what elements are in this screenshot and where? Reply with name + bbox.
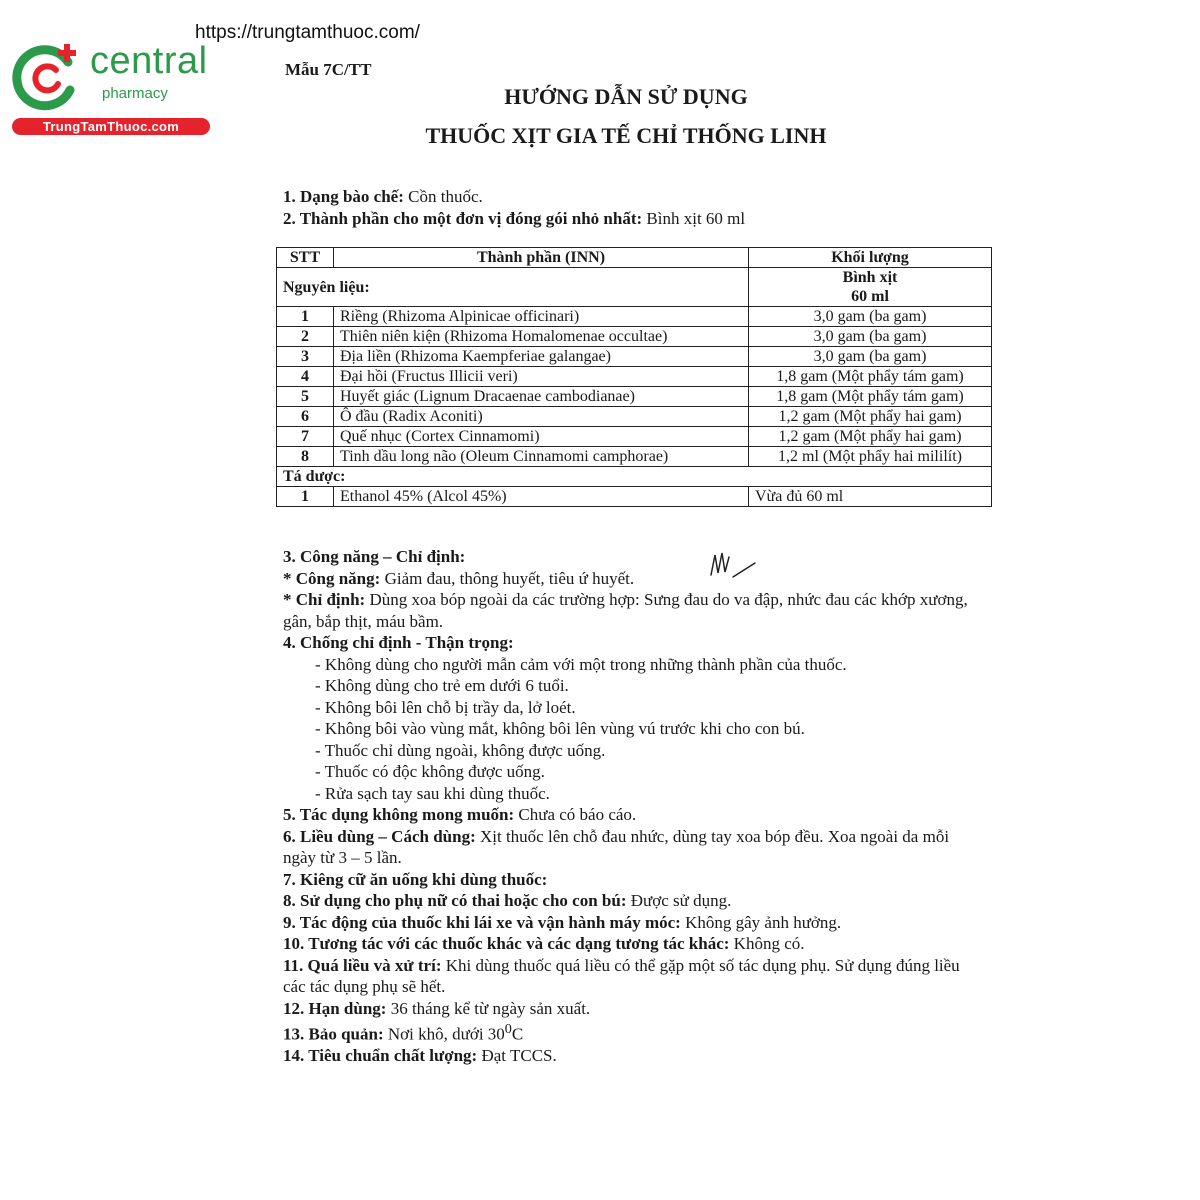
brand-subtitle: pharmacy — [102, 85, 168, 102]
header-ingredient: Thành phần (INN) — [334, 248, 749, 268]
section-6-label: 6. Liều dùng – Cách dùng: — [283, 826, 476, 846]
ingredient-row — [277, 407, 992, 427]
section-2-text: Bình xịt 60 ml — [642, 209, 746, 228]
ingredient-name: Địa liền (Rhizoma Kaempferiae galangae) — [334, 347, 749, 367]
contraindication-item: - Thuốc chỉ dùng ngoài, không được uống. — [315, 740, 606, 760]
contraindication-item: - Thuốc có độc không được uống. — [315, 762, 545, 781]
source-url[interactable]: https://trungtamthuoc.com/ — [195, 22, 420, 43]
section-3-heading: 3. Công năng – Chỉ định: — [283, 547, 466, 566]
ingredient-stt: 3 — [277, 347, 334, 367]
section-6-text: Xịt thuốc lên chỗ đau nhức, dùng tay xoa bóp đều. Xoa ngoài da mỗi ngày từ 3 – 5 lần. — [283, 826, 950, 867]
section-9-label: 9. Tác động của thuốc khi lái xe và vận hành máy móc: — [283, 912, 681, 932]
section-14 — [283, 1045, 983, 1067]
document-title: HƯỚNG DẪN SỬ DỤNG — [504, 84, 748, 109]
contraindication-item: - Không dùng cho trẻ em dưới 6 tuổi. — [315, 676, 569, 695]
contraindication-item: - Không dùng cho người mẫn cảm với một trong những thành phần của thuốc. — [315, 654, 847, 674]
ingredient-name: Ô đầu (Radix Aconiti) — [334, 407, 749, 427]
section-11-label: 11. Quá liều và xử trí: — [283, 955, 442, 975]
ingredient-mass: 3,0 gam (ba gam) — [749, 347, 992, 367]
section-14-label: 14. Tiêu chuẩn chất lượng: — [283, 1046, 478, 1066]
section-5-label: 5. Tác dụng không mong muốn: — [283, 805, 515, 824]
contraindication-item: - Rửa sạch tay sau khi dùng thuốc. — [315, 783, 550, 803]
ingredient-row — [277, 427, 992, 447]
section-8-label: 8. Sử dụng cho phụ nữ có thai hoặc cho con bú: — [283, 891, 627, 910]
section-2 — [283, 208, 745, 229]
header-mass: Khối lượng — [749, 248, 992, 268]
ingredient-stt: 2 — [277, 327, 334, 347]
ingredient-stt: 7 — [277, 427, 334, 447]
ingredient-row — [277, 347, 992, 367]
ingredient-mass: 1,2 gam (Một phẩy hai gam) — [749, 427, 992, 447]
brand-name: central — [90, 40, 208, 82]
section-9-text: Không gây ảnh hưởng. — [680, 912, 842, 932]
ingredient-mass: 1,8 gam (Một phẩy tám gam) — [749, 367, 992, 387]
excipient-name: Ethanol 45% (Alcol 45%) — [334, 487, 749, 507]
section-1-label: 1. Dạng bào chế: — [283, 187, 404, 206]
ingredient-name: Thiên niên kiện (Rhizoma Homalomenae occultae) — [334, 327, 749, 347]
document-subtitle: THUỐC XỊT GIA TẾ CHỈ THỐNG LINH — [425, 123, 827, 148]
effects-label: * Công năng: — [283, 568, 381, 588]
section-7: 7. Kiêng cữ ăn uống khi dùng thuốc: — [283, 869, 548, 889]
excipient-stt: 1 — [277, 487, 334, 507]
section-5 — [283, 804, 983, 826]
document-body — [283, 546, 983, 1067]
section-13 — [283, 1019, 983, 1045]
section-12 — [283, 998, 983, 1020]
indications-label: * Chỉ định: — [283, 590, 366, 609]
section-3-effects — [283, 568, 983, 590]
section-8-text: Được sử dụng. — [626, 891, 732, 910]
ingredient-row — [277, 327, 992, 347]
section-5-text: Chưa có báo cáo. — [514, 805, 637, 824]
brand-site-bar: TrungTamThuoc.com — [12, 118, 210, 135]
ingredient-mass: 1,2 ml (Một phẩy hai mililít) — [749, 447, 992, 467]
mass-subheader — [749, 268, 992, 307]
ingredient-mass: 3,0 gam (ba gam) — [749, 307, 992, 327]
ingredient-stt: 5 — [277, 387, 334, 407]
section-13-text: Nơi khô, dưới 30 — [383, 1024, 505, 1044]
section-10 — [283, 933, 983, 955]
ingredient-name: Quế nhục (Cortex Cinnamomi) — [334, 427, 749, 447]
section-2-label: 2. Thành phần cho một đơn vị đóng gói nhỏ nhất: — [283, 209, 643, 228]
section-10-text: Không có. — [729, 934, 805, 953]
ingredient-stt: 1 — [277, 307, 334, 327]
section-10-label: 10. Tương tác với các thuốc khác và các dạng tương tác khác: — [283, 934, 730, 953]
ingredient-stt: 8 — [277, 447, 334, 467]
ingredient-stt: 4 — [277, 367, 334, 387]
indications-text: Dùng xoa bóp ngoài da các trường hợp: Sưng đau do va đập, nhức đau các khớp xương, gân, bắp thịt, máu bầm. — [283, 590, 968, 631]
ingredient-mass: 1,2 gam (Một phẩy hai gam) — [749, 407, 992, 427]
section-12-label: 12. Hạn dùng: — [283, 998, 387, 1018]
ingredient-row — [277, 447, 992, 467]
form-code: Mẫu 7C/TT — [285, 60, 372, 79]
section-11 — [283, 955, 983, 998]
ingredient-name: Riềng (Rhizoma Alpinicae officinari) — [334, 307, 749, 327]
section-11-text: Khi dùng thuốc quá liều có thể gặp một số tác dụng phụ. Sử dụng đúng liều các tác dụng phụ sẽ hết. — [283, 955, 960, 996]
contraindication-item: - Không bôi lên chỗ bị trầy da, lở loét. — [315, 697, 576, 717]
section-13-unit: C — [511, 1024, 524, 1044]
section-3-indications — [283, 589, 983, 632]
raw-material-group-row — [277, 268, 992, 307]
ingredient-stt: 6 — [277, 407, 334, 427]
section-1 — [283, 186, 483, 207]
section-14-text: Đạt TCCS. — [477, 1046, 557, 1066]
effects-text: Giảm đau, thông huyết, tiêu ứ huyết. — [380, 568, 635, 588]
ingredient-row — [277, 367, 992, 387]
ingredients-table — [276, 247, 992, 507]
ingredient-name: Huyết giác (Lignum Dracaenae cambodianae) — [334, 387, 749, 407]
excipient-row — [277, 487, 992, 507]
section-6 — [283, 826, 983, 869]
ingredient-name: Tinh dầu long não (Oleum Cinnamomi camphorae) — [334, 447, 749, 467]
excipient-label: Tá dược: — [277, 467, 992, 487]
ingredient-rows — [277, 307, 992, 467]
mass-subheader-line1: Bình xịt — [842, 269, 898, 286]
mass-subheader-line2: 60 ml — [851, 288, 889, 305]
table-header-row — [277, 248, 992, 268]
degree-superscript: 0 — [504, 1021, 512, 1037]
section-4-heading: 4. Chống chỉ định - Thận trọng: — [283, 633, 514, 652]
ingredient-row — [277, 387, 992, 407]
excipient-mass: Vừa đủ 60 ml — [749, 487, 992, 507]
ingredient-row — [277, 307, 992, 327]
section-12-text: 36 tháng kể từ ngày sản xuất. — [386, 998, 591, 1018]
ingredient-name: Đại hồi (Fructus Illicii veri) — [334, 367, 749, 387]
section-9 — [283, 912, 983, 934]
ingredient-mass: 1,8 gam (Một phẩy tám gam) — [749, 387, 992, 407]
excipient-group-row — [277, 467, 992, 487]
raw-material-label: Nguyên liệu: — [277, 268, 749, 307]
header-stt: STT — [277, 248, 334, 268]
contraindication-item: - Không bôi vào vùng mắt, không bôi lên vùng vú trước khi cho con bú. — [315, 719, 805, 738]
ingredient-mass: 3,0 gam (ba gam) — [749, 327, 992, 347]
section-13-label: 13. Bảo quản: — [283, 1024, 384, 1044]
section-8 — [283, 890, 983, 912]
section-1-text: Cồn thuốc. — [403, 187, 483, 206]
